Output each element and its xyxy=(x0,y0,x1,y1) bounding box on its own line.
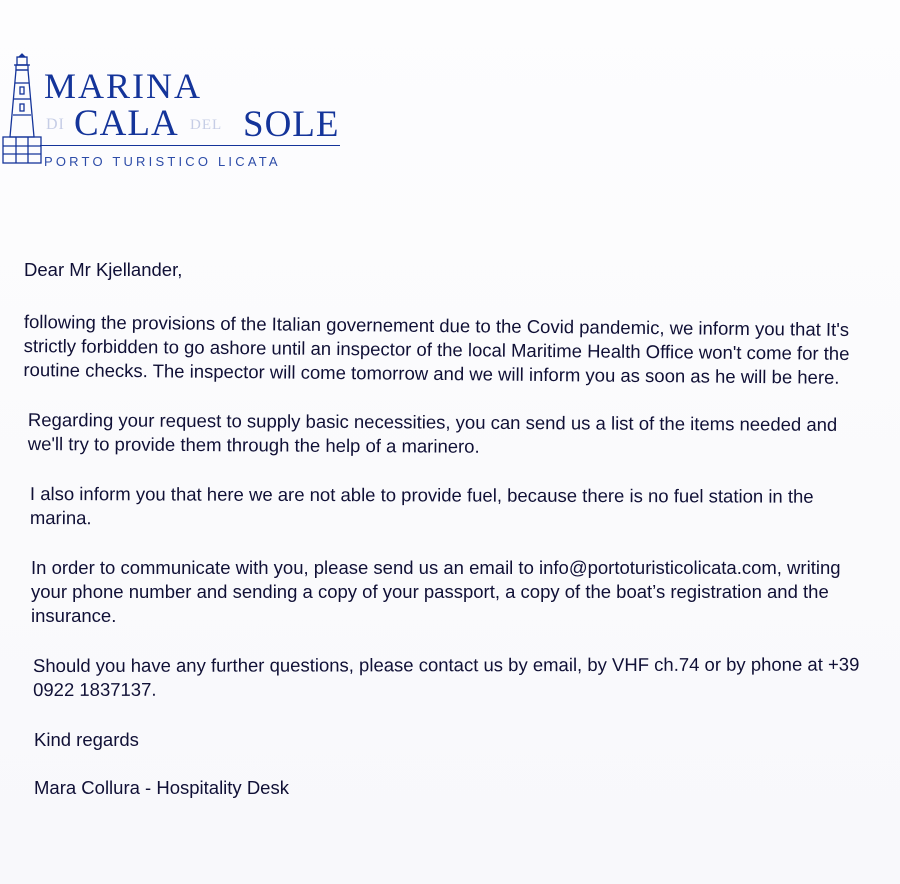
paragraph-supplies: Regarding your request to supply basic necessities, you can send us a list of the items needed and we'll try to provide them through the help of a marinero. xyxy=(27,409,838,457)
logo-tagline: PORTO TURISTICO LICATA xyxy=(44,154,281,169)
paragraph-further-questions: Should you have any further questions, please contact us by email, by VHF ch.74 or by phone at +39 0922 1837137. xyxy=(33,653,860,700)
paragraph-covid-notice: following the provisions of the Italian governement due to the Covid pandemic, we inform you that It's strictly forbidden to go ashore until an inspector of the local Maritime Health Office won't come for the routine checks. The inspector will come tomorrow and we will inform you as soon as he will be here. xyxy=(23,310,850,388)
lighthouse-icon xyxy=(2,53,42,165)
paragraph-contact-email: In order to communicate with you, please send us an email to info@portoturisticolicata.com, writing your phone number and sending a copy of your passport, a copy of the boat’s registration and the insurance. xyxy=(31,557,841,626)
letter-body xyxy=(24,258,874,800)
logo-sole-text: SOLE xyxy=(243,104,340,145)
paragraph-fuel: I also inform you that here we are not able to provide fuel, because there is no fuel station in the marina. xyxy=(29,483,814,529)
logo-di-text: DI xyxy=(46,116,65,133)
signature: Mara Collura - Hospitality Desk xyxy=(34,777,289,798)
logo-del-text: DEL xyxy=(190,117,223,133)
logo-cala-text: CALA xyxy=(74,103,179,144)
salutation: Dear Mr Kjellander, xyxy=(24,259,183,280)
marina-logo xyxy=(0,50,360,180)
logo-divider xyxy=(40,145,340,146)
closing: Kind regards xyxy=(34,729,139,750)
logo-marina-text: MARINA xyxy=(44,66,203,106)
